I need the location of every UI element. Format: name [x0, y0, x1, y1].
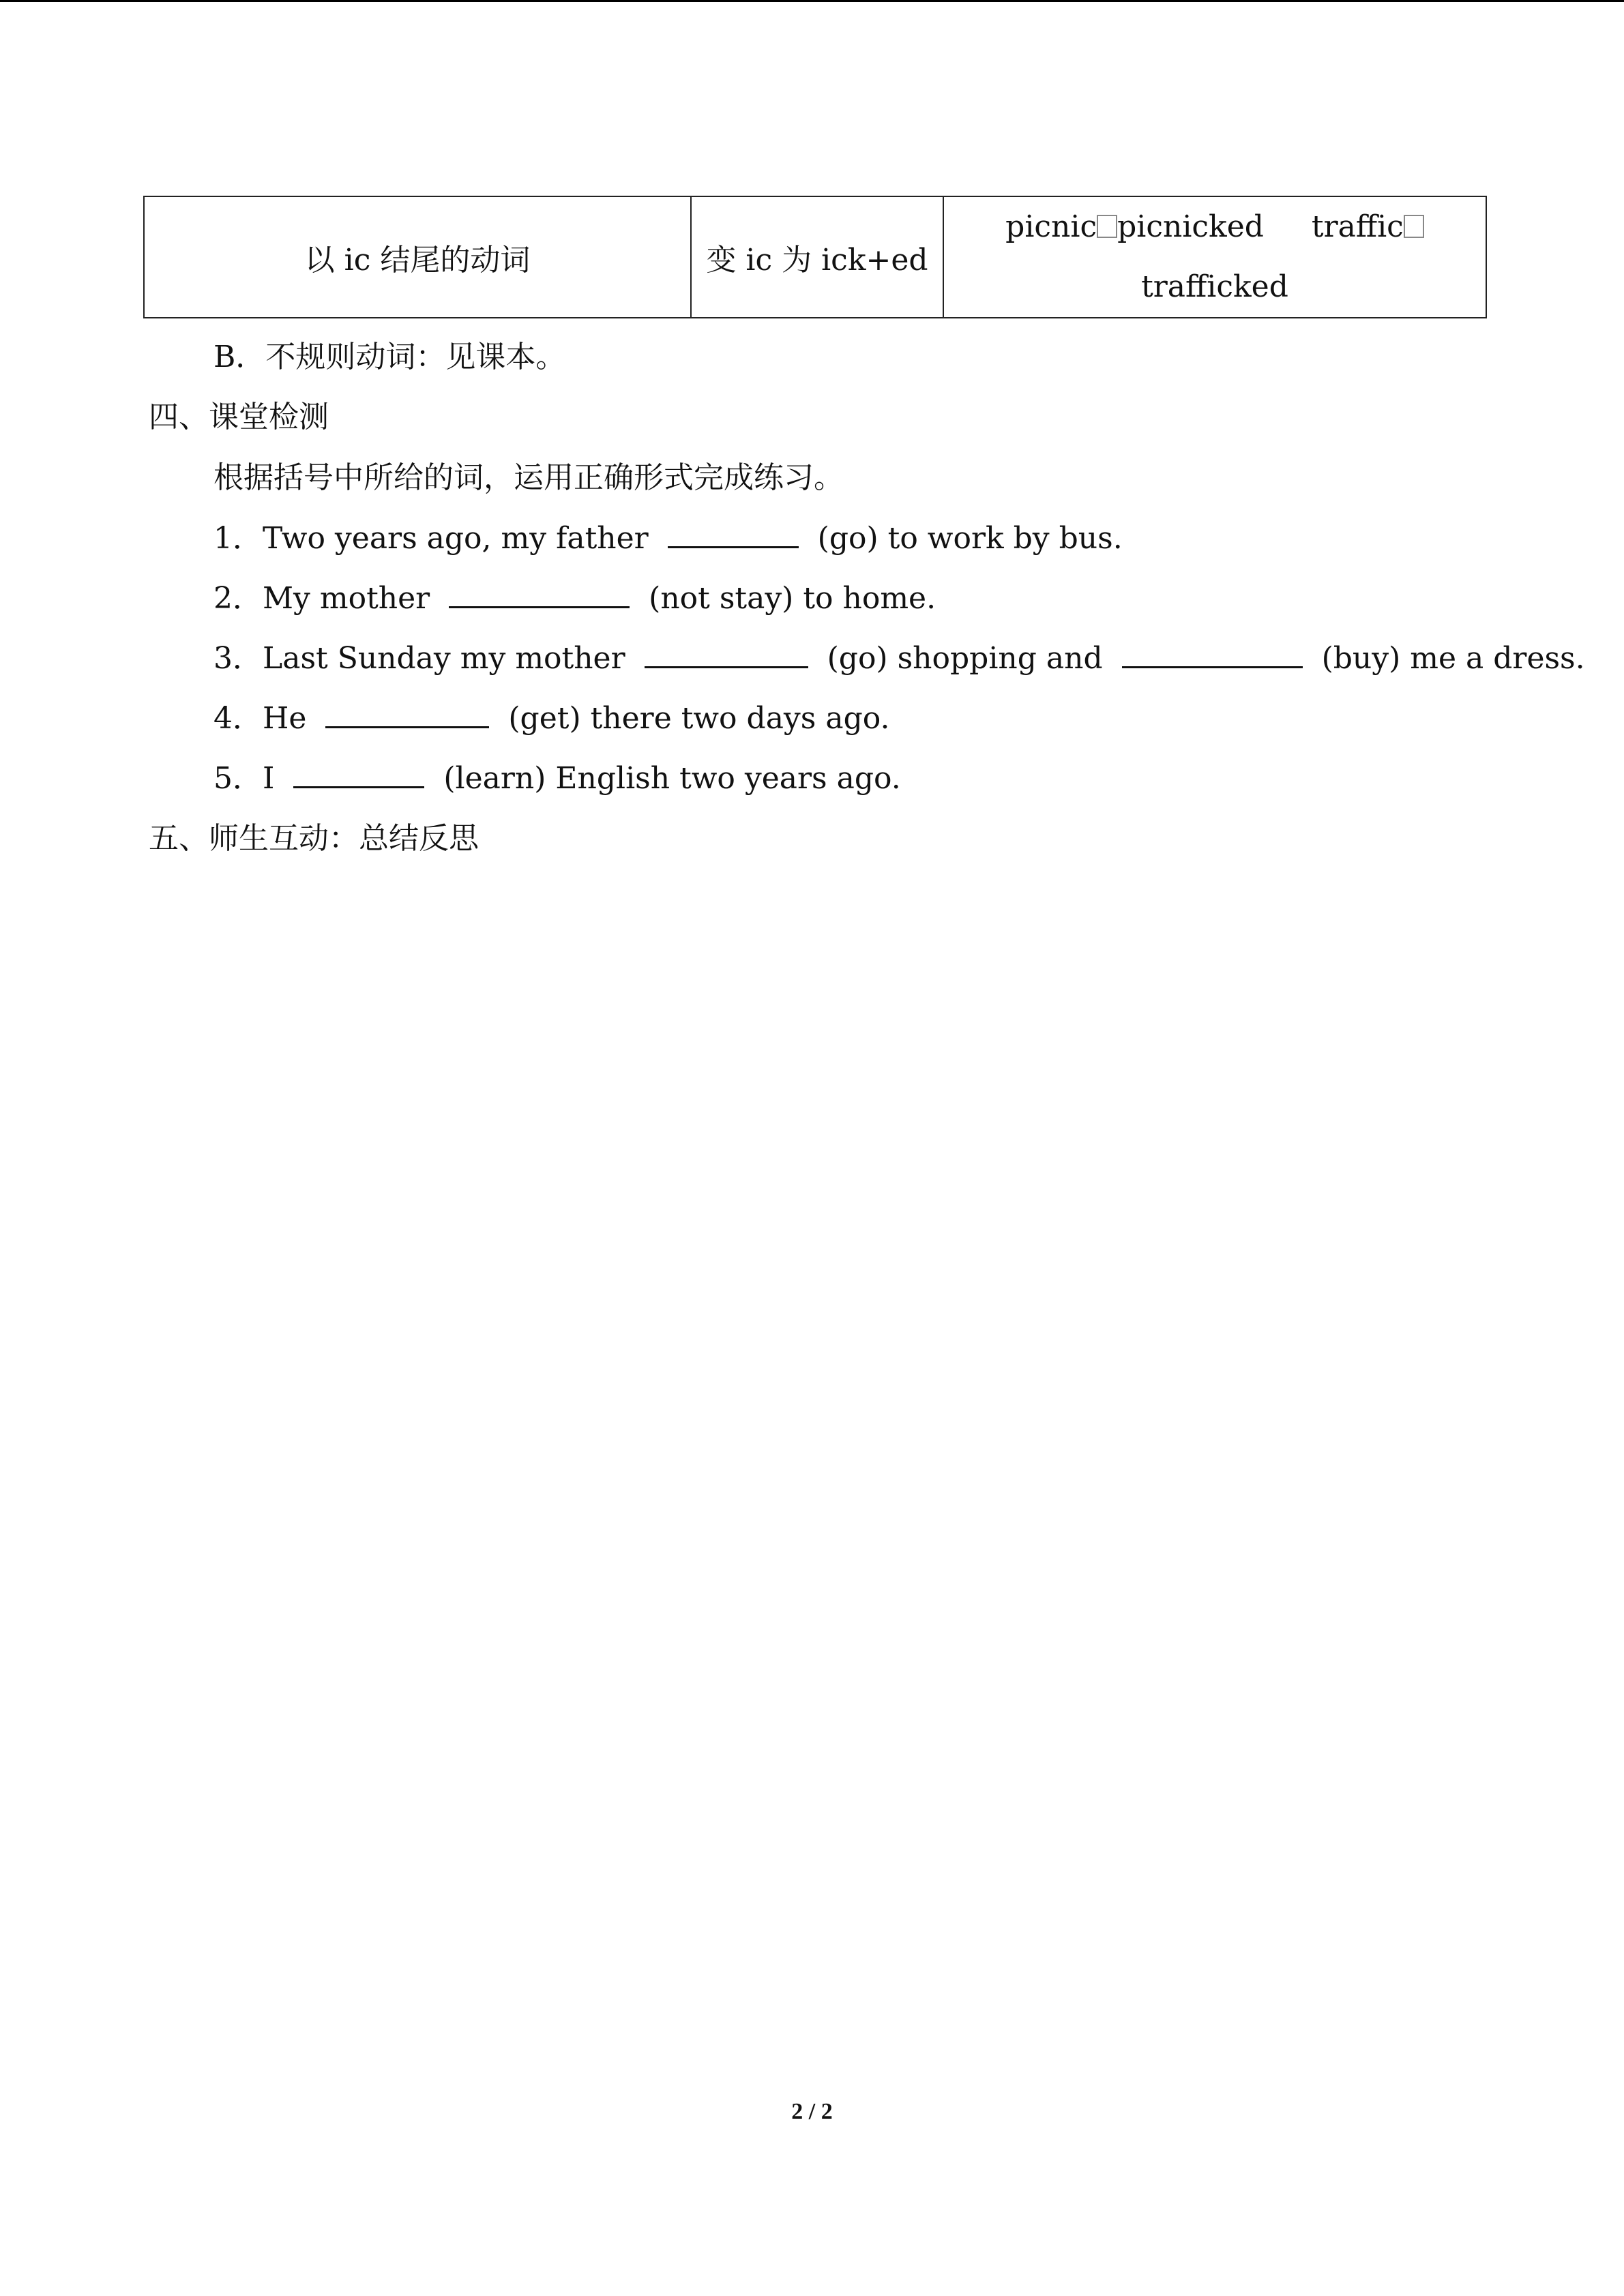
example-line-1 [944, 197, 1486, 257]
section-heading-4: 四、课堂检测 [149, 400, 329, 434]
item-text: Last Sunday my mother [263, 641, 625, 676]
item-text: (not stay) to home. [649, 581, 936, 616]
example-cell [943, 196, 1486, 318]
page-number: 2 / 2 [791, 2099, 833, 2124]
item-text: (learn) English two years ago. [443, 761, 901, 796]
item-text: Two years ago, my father [263, 521, 649, 556]
verb-type-cell: 以 ic 结尾的动词 [144, 196, 691, 318]
answer-blank[interactable] [668, 519, 799, 548]
missing-glyph-box [1097, 215, 1117, 238]
answer-blank[interactable] [1122, 639, 1303, 668]
example-word: picnicked [1117, 209, 1264, 244]
item-text: My mother [263, 581, 430, 616]
item-number: 2． [213, 581, 263, 616]
answer-blank[interactable] [325, 699, 489, 728]
example-word: picnic [1005, 209, 1097, 244]
verb-rules-table [143, 196, 1487, 318]
item-number: 4． [213, 701, 263, 736]
answer-blank[interactable] [645, 639, 808, 668]
exercise-item-2 [213, 578, 936, 619]
exercise-item-4 [213, 698, 889, 739]
item-text: He [263, 701, 307, 736]
table-row [144, 196, 1486, 318]
item-text: I [263, 761, 275, 796]
irregular-verbs-note: B．不规则动词：见课本。 [213, 340, 566, 374]
exercise-item-5 [213, 758, 901, 799]
answer-blank[interactable] [293, 759, 424, 788]
item-text: (get) there two days ago. [508, 701, 890, 736]
section-heading-5: 五、师生互动：总结反思 [149, 821, 479, 856]
example-line-2: trafficked [1141, 269, 1288, 304]
exercise-instruction: 根据括号中所给的词，运用正确形式完成练习。 [213, 460, 844, 495]
item-number: 1． [213, 521, 263, 556]
answer-blank[interactable] [449, 579, 630, 608]
item-number: 5． [213, 761, 263, 796]
exercise-item-1 [213, 518, 1123, 559]
item-text: (go) shopping and [827, 641, 1103, 676]
item-text: (buy) me a dress. [1321, 641, 1585, 676]
rule-cell: 变 ic 为 ick+ed [691, 196, 943, 318]
page-top-border [0, 0, 1624, 2]
exercise-item-3 [213, 638, 1585, 679]
missing-glyph-box [1404, 215, 1424, 238]
example-word: traffic [1311, 209, 1404, 244]
item-text: (go) to work by bus. [817, 521, 1123, 556]
item-number: 3． [213, 641, 263, 676]
